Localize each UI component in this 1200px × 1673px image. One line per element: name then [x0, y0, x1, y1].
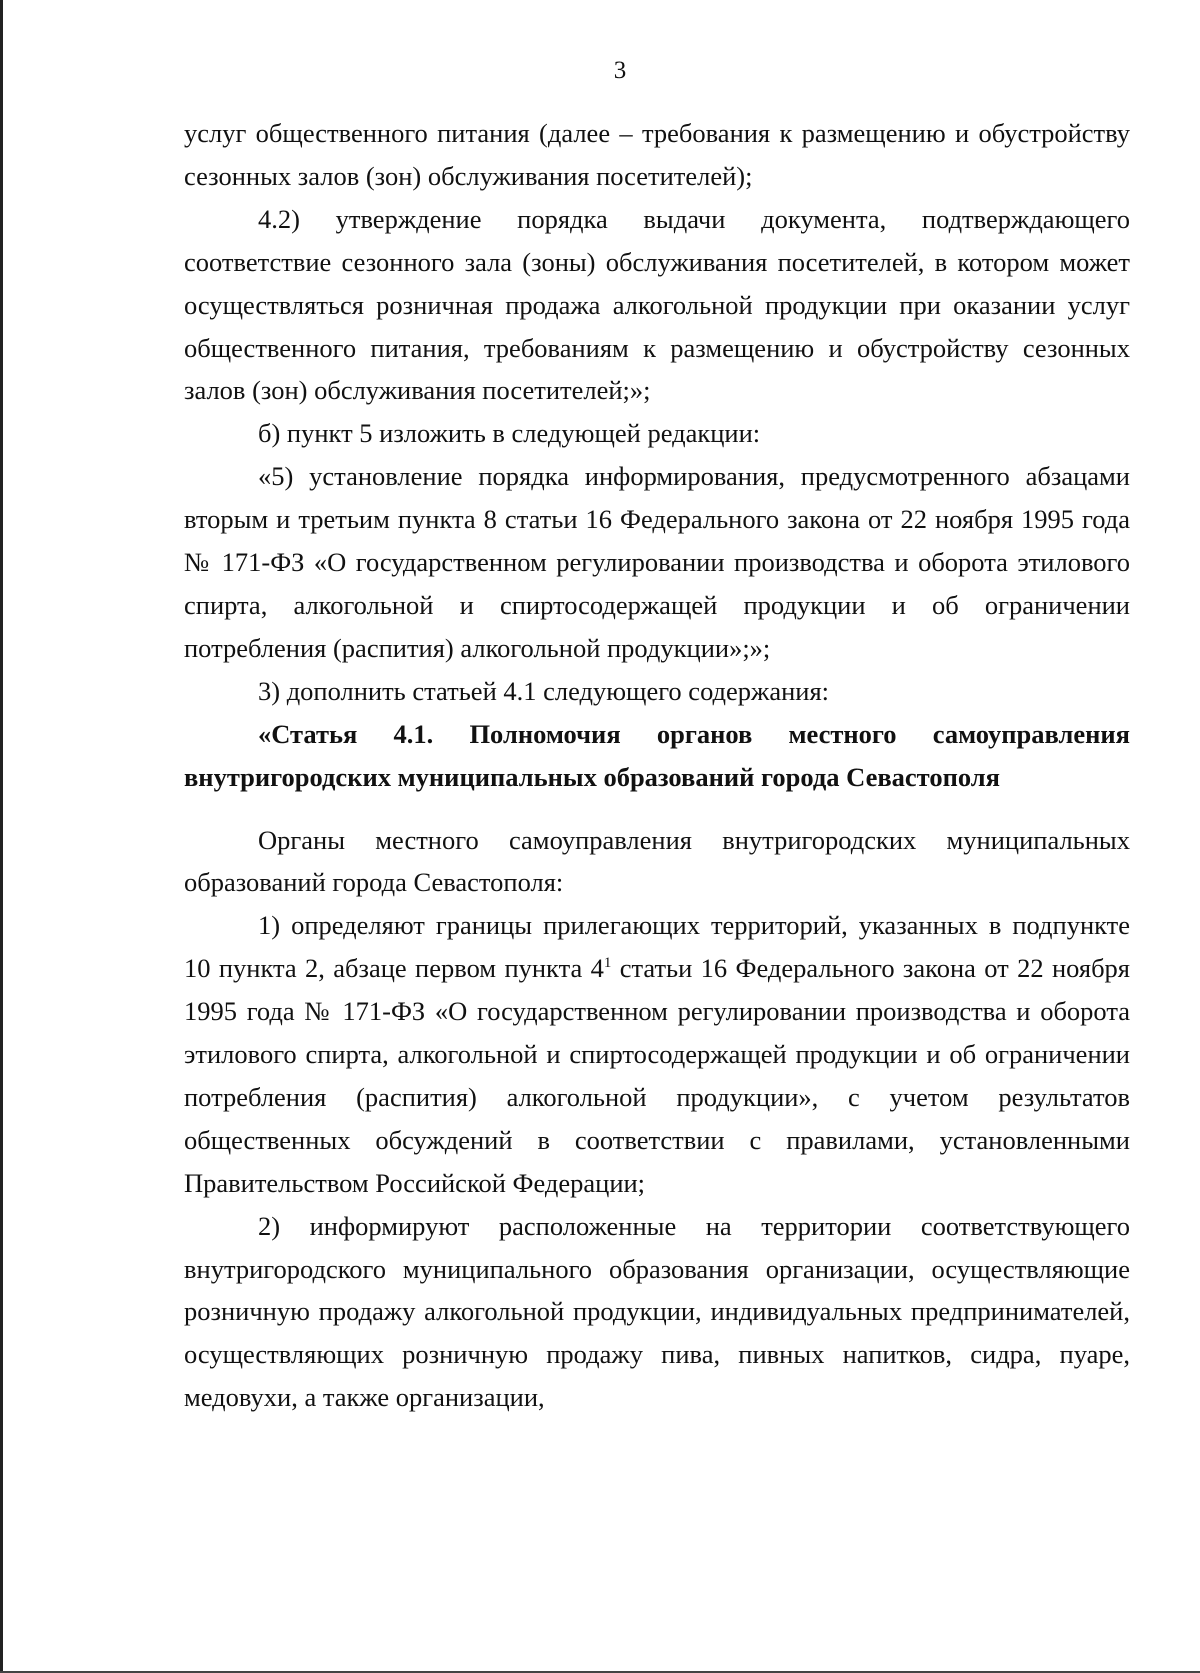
article-heading: «Статья 4.1. Полномочия органов местного самоуправления внутригородских муниципальных образований города Севастополя — [184, 718, 1130, 792]
duty-1-text-end: статьи 16 Федерального закона от 22 ноября 1995 года № 171-ФЗ «О государственном регулировании производства и оборота этилового спирта, алкогольной и спиртосодержащей продукции и об ограничении потребления (распития) алкогольной продукции», с учетом результатов общественных обсуждений в соответствии с правилами, установленными Правительством Российской Федерации; — [184, 953, 1130, 1198]
page-number: 3 — [613, 57, 627, 84]
duty-1-text-start: 1) определяют границы прилегающих территорий, указанных в подпункте 10 пункта 2, абзаце первом пункта 4 — [184, 910, 1130, 984]
paragraph-duty-1 — [184, 904, 1130, 1204]
paragraph-subitem-b: б) пункт 5 изложить в следующей редакции: — [258, 418, 761, 449]
duty-1-superscript: 1 — [603, 955, 612, 972]
scan-edge-left — [0, 0, 3, 1673]
paragraph-item-5: «5) установление порядка информирования, предусмотренного абзацами вторым и третьим пункта 8 статьи 16 Федерального закона от 22 ноября 1995 года № 171-ФЗ «О государственном регулировании производства и оборота этилового спирта, алкогольной и спиртосодержащей продукции и об ограничении потребления (распития) алкогольной продукции»;»; — [184, 461, 1130, 663]
paragraph-item-4-2: 4.2) утверждение порядка выдачи документа, подтверждающего соответствие сезонного зала (зоны) обслуживания посетителей, в котором может осуществляться розничная продажа алкогольной продукции при оказании услуг общественного питания, требованиям к размещению и обустройству сезонных залов (зон) обслуживания посетителей;»; — [184, 203, 1130, 406]
paragraph-intro: Органы местного самоуправления внутригородских муниципальных образований города Севастополя: — [184, 824, 1130, 898]
paragraph-item-3: 3) дополнить статьей 4.1 следующего содержания: — [258, 675, 830, 706]
document-body — [184, 112, 1130, 1419]
paragraph-duty-2: 2) информируют расположенные на территории соответствующего внутригородского муниципального образования организации, осуществляющие розничную продажу алкогольной продукции, индивидуальных предпринимателей, осуществляющих розничную продажу пива, пивных напитков, сидра, пуаре, медовухи, а также организации, — [184, 1210, 1130, 1413]
paragraph-continuation: услуг общественного питания (далее – требования к размещению и обустройству сезонных залов (зон) обслуживания посетителей); — [184, 118, 1130, 191]
